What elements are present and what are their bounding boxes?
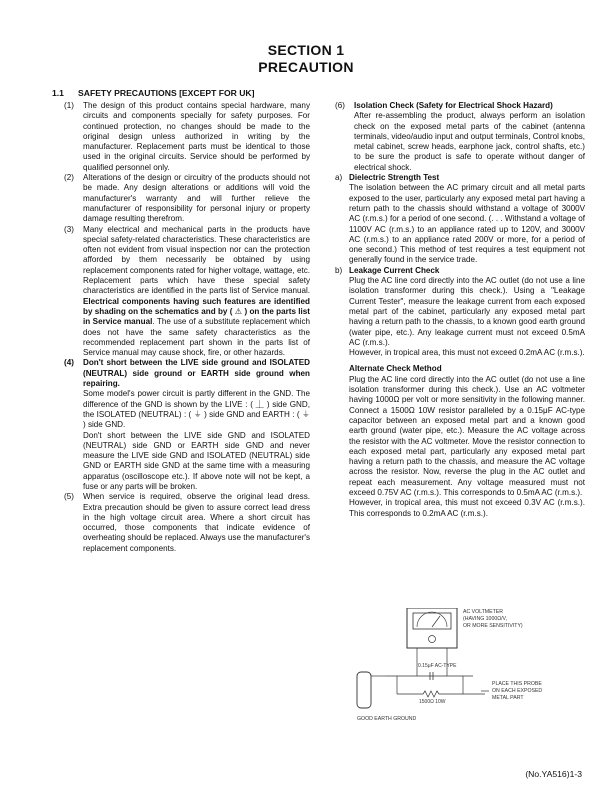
sub-paragraph: However, in tropical area, this must not exceed 0.2mA AC (r.m.s.). <box>349 348 585 358</box>
precaution-item-2 <box>64 173 310 224</box>
voltmeter-scale <box>417 612 447 627</box>
ground-label: GOOD EARTH GROUND <box>357 716 417 722</box>
alternate-method-text: However, in tropical area, this must not exceed 0.3V AC (r.m.s.). This corresponds to 0.2mA AC (r.m.s.). <box>349 498 585 518</box>
test-circuit-diagram <box>355 608 605 726</box>
item-number: (2) <box>64 173 74 183</box>
sub-text <box>349 266 585 359</box>
item-text: Alterations of the design or circuitry of the products should not be made. Any design alterations or additions will void the manufacturer's warranty and will further relieve the manufacturer of responsibility for personal injury or property damage resulting therefrom. <box>83 173 310 224</box>
voltmeter-knob <box>429 636 436 643</box>
precaution-item-5 <box>64 492 310 554</box>
section-title: PRECAUTION <box>258 59 354 75</box>
item-number: (1) <box>64 101 74 110</box>
dielectric-test <box>335 173 585 266</box>
sub-paragraph: The isolation between the AC primary circuit and all metal parts exposed to the user, particularly any exposed metal part having a return path to the chassis should withstand a voltage of 3000V AC (r.m.s.) for a period of one second. (. . . Withstand a voltage of 1100V AC (r.m.s.) to an appliance rated up to 120V, and 3000V AC (r.m.s.) to an appliance rated 200V or more, for a period of one second.) This method of test requires a test equipment not generally found in the service trade. <box>349 183 585 265</box>
sub-paragraph: Plug the AC line cord directly into the AC outlet (do not use a line isolation transformer during this check.). Using a "Leakage Current Tester", measure the leakage current from each exposed metal part of the cabinet, particularly any exposed metal part having a return path to the chassis, to a known good earth ground (water pipe, etc.). Any leakage current must not exceed 0.5mA AC (r.m.s.). <box>349 276 585 347</box>
voltmeter-box <box>407 608 457 648</box>
capacitor-label: 0.15μF AC-TYPE <box>418 663 457 669</box>
sub-heading: Dielectric Strength Test <box>349 173 440 183</box>
precaution-item-1 <box>64 101 310 173</box>
sub-heading: Leakage Current Check <box>349 265 440 275</box>
item-bold-text: Isolation Check (Safety for Electrical Shock Hazard) <box>354 101 553 110</box>
resistor-label: 1500Ω 10W <box>419 699 446 705</box>
resistor <box>397 691 463 697</box>
item-bold-text: Electrical components having such features are identified by shading on the schematics and by ( ⚠ ) on the parts list in Service manual <box>83 296 310 327</box>
voltmeter-spec: OR MORE SENSITIVITY) <box>463 623 523 629</box>
precaution-item-3 <box>64 225 310 359</box>
probe-label: PLACE THIS PROBE <box>492 681 542 687</box>
item-paragraph: Don't short between the LIVE side GND and ISOLATED (NEUTRAL) side GND or EARTH side GND and never measure the LIVE side GND and ISOLATED (NEUTRAL) side GND or EARTH side GND at the same time with a measuring apparatus (oscilloscope etc.). If above note will not be kept, a fuse or any parts will be broken. <box>83 430 310 491</box>
section-number: SECTION 1 <box>267 42 345 58</box>
item-text: The design of this product contains special hardware, many circuits and components specially for safety purposes. For continued protection, no changes should be made to the original design unless authorized in writing by the manufacturer. Replacement parts must be identical to those used in the original circuits. Service should be performed by qualified personnel only. <box>83 101 310 172</box>
precaution-item-6 <box>335 101 585 173</box>
item-text-part: Many electrical and mechanical parts in the products have special safety-related characteristics. These characteristics are often not evident from visual inspection nor can the protection afforded by them necessarily be obtained by using replacement components rated for higher voltage, wattage, etc. Replacement parts which have these special safety characteristics are identified in the parts list of Service manual. <box>83 224 310 296</box>
subsection-heading <box>52 88 255 98</box>
sub-letter: a) <box>335 173 343 183</box>
sub-letter: b) <box>335 265 343 275</box>
item-text-part: . The use of a substitute replacement which does not have the same safety characteristics as the recommended replacement part shown in the parts list of Service manual may cause shock, fire, or other hazards. <box>83 317 310 358</box>
sub-text <box>349 173 585 266</box>
leakage-check <box>335 266 585 359</box>
precaution-item-4 <box>64 358 310 492</box>
subsection-title: SAFETY PRECAUTIONS [EXCEPT FOR UK] <box>78 88 255 98</box>
right-column <box>335 101 585 519</box>
probe-label: ON EACH EXPOSED <box>492 688 543 694</box>
item-text <box>83 225 310 359</box>
item-number: (6) <box>335 101 345 110</box>
voltmeter-needle <box>432 616 440 627</box>
ground-pipe-icon <box>357 672 371 708</box>
item-number: (5) <box>64 492 74 502</box>
item-text <box>83 358 310 492</box>
item-bold-text: Don't short between the LIVE side ground and ISOLATED (NEUTRAL) side ground or EARTH side ground when repairing. <box>83 358 310 389</box>
item-paragraph: After re-assembling the product, always perform an isolation check on the exposed metal parts of the cabinet (antenna terminals, video/audio input and output terminals, Control knobs, metal cabinet, screw heads, earphone jack, control shafts, etc.) to be sure the product is safe to operate without danger of electrical shock. <box>354 111 585 172</box>
item-number: (4) <box>64 358 74 368</box>
item-text: When service is required, observe the original lead dress. Extra precaution should be given to assure correct lead dress in the high voltage circuit area. Where a short circuit has occurred, those components that indicate evidence of overheating should be replaced. Always use the manufacturer's replacement components. <box>83 492 310 553</box>
probe-label: METAL PART <box>492 695 524 701</box>
voltmeter-spec: (HAVING 1000Ω/V, <box>463 616 507 622</box>
item-number: (3) <box>64 224 74 234</box>
page-number: (No.YA516)1-3 <box>525 769 582 779</box>
alternate-method-text: Plug the AC line cord directly into the AC outlet (do not use a line isolation transformer during this check.). Use an AC voltmeter having 1000Ω per volt or more sensitivity in the following manner. Connect a 1500Ω 10W resistor paralleled by a 0.15μF AC-type capacitor between an exposed metal part and a known good earth ground (water pipe, etc.). Measure the AC voltage across the resistor with the AC voltmeter. Move the resistor connection to each exposed metal part, particularly any exposed metal part having a return path to the chassis, and measure the AC voltage across the resistor. Now, reverse the plug in the AC outlet and repeat each measurement. Any voltage measured must not exceed 0.75V AC (r.m.s.). This corresponds to 0.5mA AC (r.m.s.). <box>349 374 585 497</box>
voltmeter-label: AC VOLTMETER <box>463 609 503 615</box>
left-column <box>64 101 310 554</box>
item-paragraph: Some model's power circuit is partly different in the GND. The difference of the GND is shown by the LIVE : ( ⏊ ) side GND, the ISOLATED (NEUTRAL) : ( ⏚ ) side GND and EARTH : ( ⏚ ) side GND. <box>83 389 310 430</box>
item-text <box>354 101 585 173</box>
alternate-method-heading: Alternate Check Method <box>349 364 442 374</box>
subsection-number: 1.1 <box>52 88 64 98</box>
